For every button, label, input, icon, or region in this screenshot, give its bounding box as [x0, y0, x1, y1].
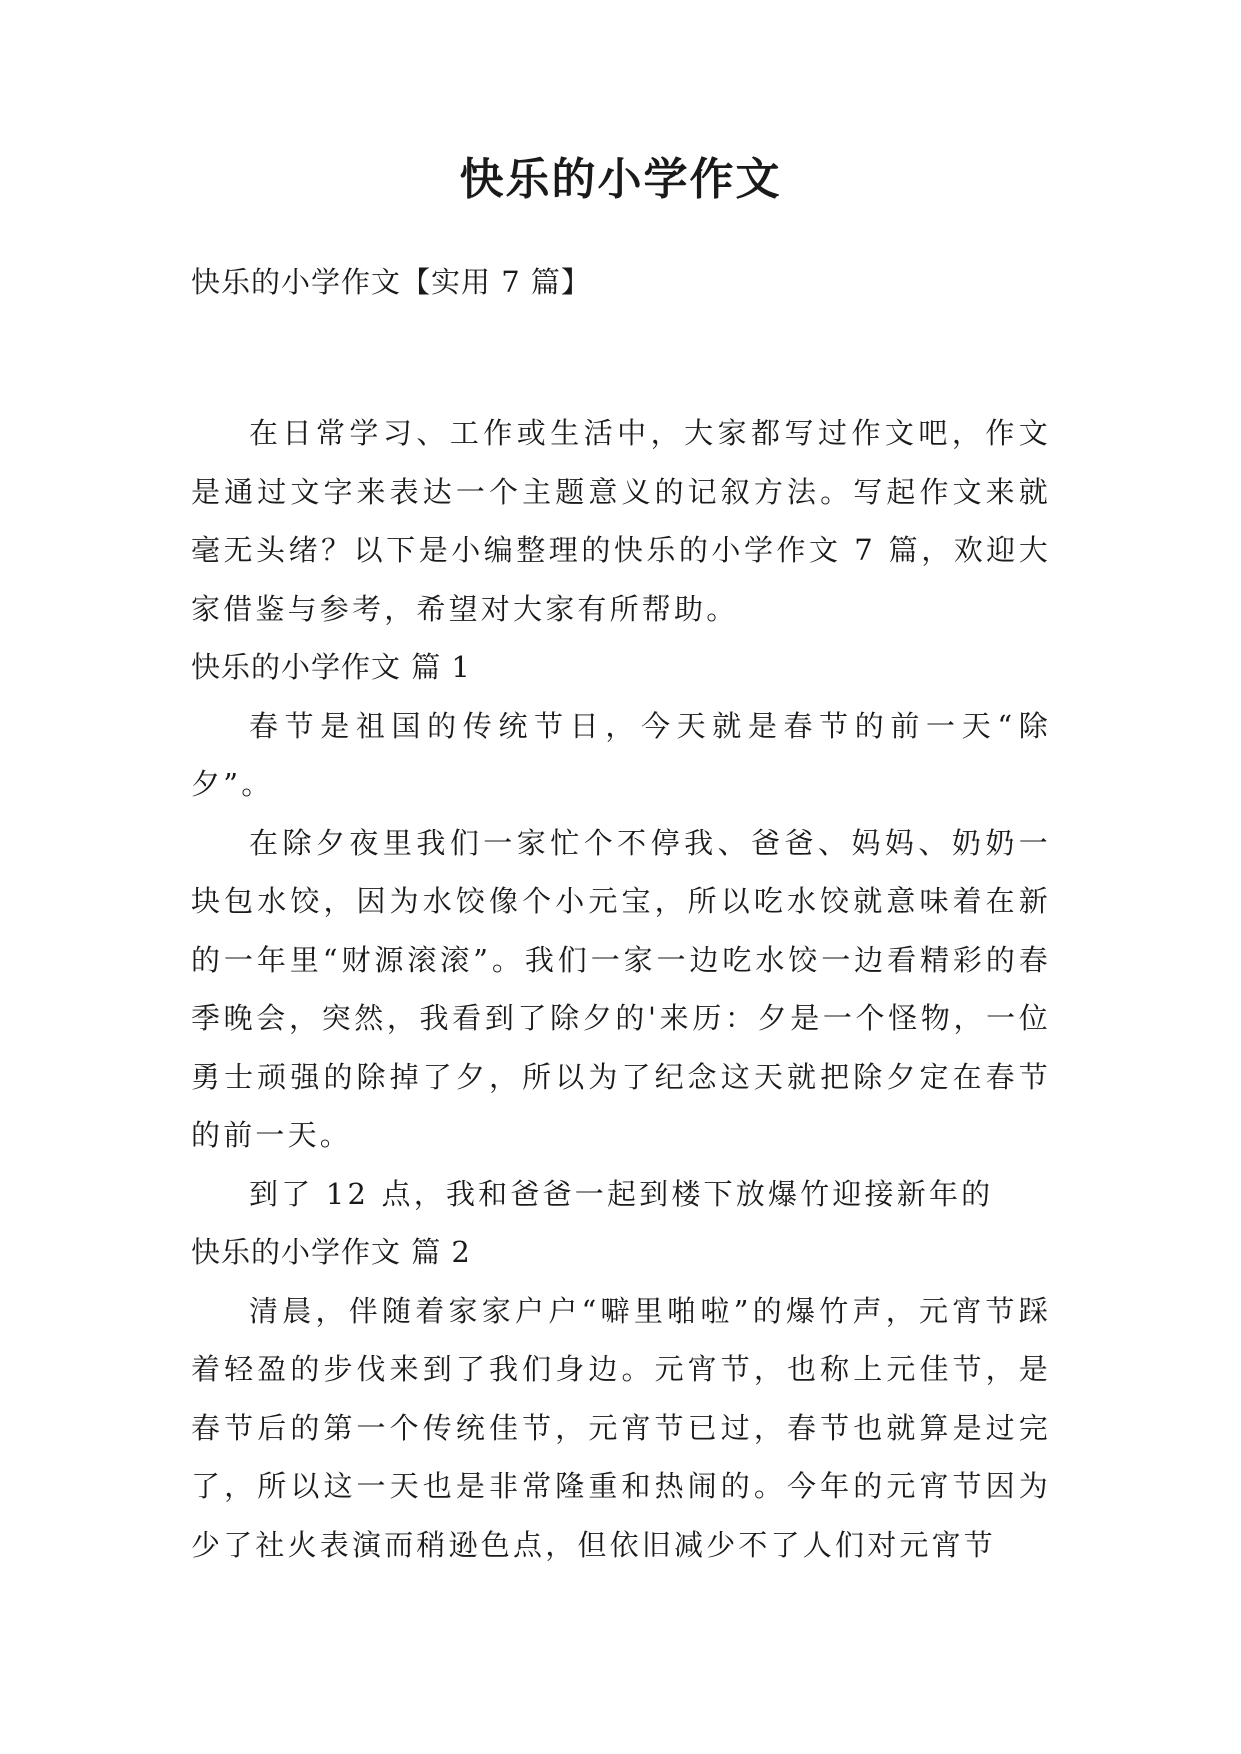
essay-2-paragraph-1: 清晨，伴随着家家户户“噼里啪啦”的爆竹声，元宵节踩着轻盈的步伐来到了我们身边。元宵节，也称上元佳节，是春节后的第一个传统佳节，元宵节已过，春节也就算是过完了，所以这一天也是非常隆重和热闹的。今年的元宵节因为少了社火表演而稍逊色点，但依旧减少不了人们对元宵节 [191, 1293, 1051, 1562]
essay-1-paragraph-2: 在除夕夜里我们一家忙个不停我、爸爸、妈妈、奶奶一块包水饺，因为水饺像个小元宝，所以吃水饺就意味着在新的一年里“财源滚滚”。我们一家一边吃水饺一边看精彩的春季晚会，突然，我看到了除夕的'来历：夕是一个怪物，一位勇士顽强的除掉了夕，所以为了纪念这天就把除夕定在春节的前一天。 [191, 825, 1051, 1152]
essay-1-paragraph-1: 春节是祖国的传统节日，今天就是春节的前一天“除夕”。 [191, 708, 1051, 801]
document-title: 快乐的小学作文 [459, 154, 782, 205]
document-body [191, 404, 1051, 1574]
essay-1-paragraph-3: 到了 12 点，我和爸爸一起到楼下放爆竹迎接新年的 [249, 1176, 994, 1211]
essay-2-heading: 快乐的小学作文 篇 2 [191, 1235, 471, 1269]
intro-paragraph: 在日常学习、工作或生活中，大家都写过作文吧，作文是通过文字来表达一个主题意义的记叙方法。写起作文来就毫无头绪？以下是小编整理的快乐的小学作文 7 篇，欢迎大家借鉴与参考，希望对大家有所帮助。 [191, 416, 1051, 626]
document-subtitle: 快乐的小学作文【实用 7 篇】 [191, 265, 591, 299]
essay-1-heading: 快乐的小学作文 篇 1 [191, 650, 471, 684]
